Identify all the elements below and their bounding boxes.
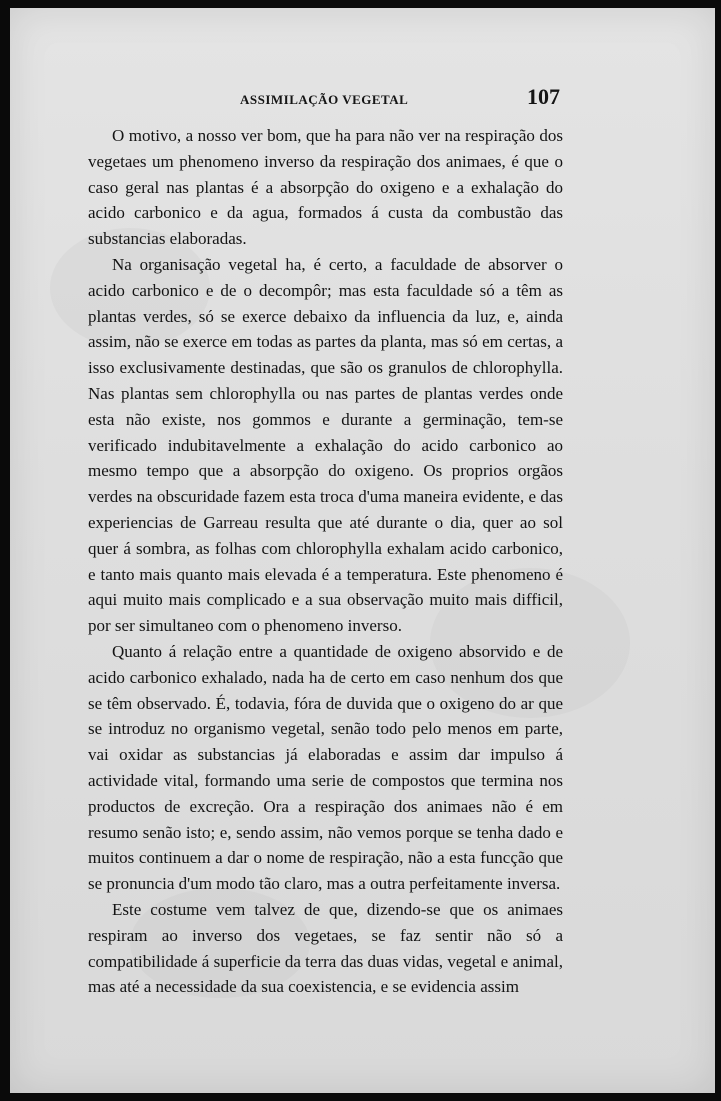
paragraph: Este costume vem talvez de que, dizendo-se que os animaes respiram ao inverso dos vegetaes, se faz sentir não só a compatibilidade á superficie da terra das duas vidas, vegetal e animal, mas até a necessidade da sua coexistencia, e se evidencia assim xyxy=(88,899,563,997)
paragraph: Na organisação vegetal ha, é certo, a faculdade de absorver o acido carbonico e de o decompôr; mas esta faculdade só a têm as plantas verdes, só se exerce debaixo da influencia da luz, e, ainda assim, não se exerce em todas as partes da planta, mas só em certas, a isso exclusivamente destinadas, que são os granulos de chlorophylla. Nas plantas sem chlorophylla ou nas partes de plantas verdes onde esta não existe, nos gommos e durante a germinação, tem-se verificado indubitavelmente a exhalação do acido carbonico ao mesmo tempo que a absorpção do oxigeno. Os proprios orgãos verdes na obscuridade fazem esta troca d'uma maneira evidente, e das experiencias de Garreau resulta que até durante o dia, quer ao sol quer á sombra, as folhas com chlorophylla exhalam acido carbonico, e tanto mais quanto mais elevada é a temperatura. Este phenomeno é aqui muito mais complicado e a sua observação muito mais difficil, por ser simultaneo com o phenomeno inverso. xyxy=(88,254,563,636)
paragraph: Quanto á relação entre a quantidade de oxigeno absorvido e de acido carbonico exhalado, nada ha de certo em caso nenhum dos que se têm observado. É, todavia, fóra de duvida que o oxigeno do ar que se introduz no organismo vegetal, senão todo pelo menos em parte, vai oxidar as substancias já elaboradas e assim dar impulso á actividade vital, formando uma serie de compostos que termina nos productos de excreção. Ora a respiração dos animaes não é em resumo senão isto; e, sendo assim, não vemos porque se tenha dado e muitos continuem a dar o nome de respiração, não a esta funcção que se pronuncia d'um modo tão claro, mas a outra perfeitamente inversa. xyxy=(88,641,563,894)
body-text xyxy=(88,123,563,1000)
page-header xyxy=(88,84,562,112)
running-title: ASSIMILAÇÃO VEGETAL xyxy=(240,92,409,107)
page-number: 107 xyxy=(527,84,560,109)
paragraph: O motivo, a nosso ver bom, que ha para não ver na respiração dos vegetaes um phenomeno inverso da respiração dos animaes, é que o caso geral nas plantas é a absorpção do oxigeno e a exhalação do acido carbonico e da agua, formados á custa da combustão das substancias elaboradas. xyxy=(88,126,563,249)
